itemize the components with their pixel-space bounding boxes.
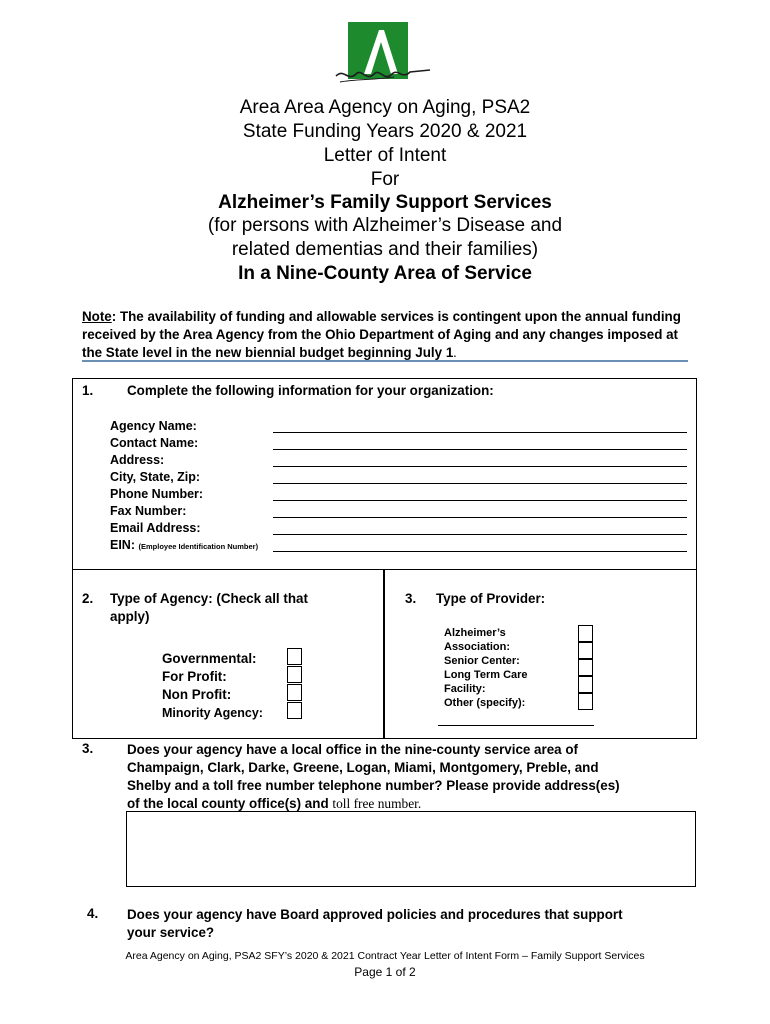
email-address-label: Email Address: [110, 521, 201, 535]
address-label: Address: [110, 453, 165, 467]
minority-agency-checkbox[interactable] [287, 702, 302, 719]
long-term-care-checkbox[interactable] [578, 676, 593, 693]
governmental-checkbox[interactable] [287, 648, 302, 665]
provider-option-4: Long Term Care [444, 669, 528, 681]
service-subtitle-1: (for persons with Alzheimer’s Disease and [207, 215, 563, 236]
other-checkbox[interactable] [578, 693, 593, 710]
page-number: Page 1 of 2 [354, 965, 416, 979]
alzheimers-association-checkbox-2[interactable] [578, 642, 593, 659]
contact-name-label: Contact Name: [110, 436, 199, 450]
ein-field[interactable] [273, 551, 687, 552]
section-2-heading-2: apply) [110, 609, 150, 624]
section-3b-line-4-bold: of the local county office(s) and [127, 796, 329, 811]
section-1-heading: Complete the following information for your organization: [127, 383, 494, 398]
governmental-label: Governmental: [162, 651, 257, 666]
section-3b-line-2: Champaign, Clark, Darke, Greene, Logan, Miami, Montgomery, Preble, and [127, 760, 599, 775]
section-3a-heading: Type of Provider: [436, 591, 546, 606]
section-3b-line-3: Shelby and a toll free number telephone number? Please provide address(es) [127, 778, 620, 793]
ein-note: (Employee Identification Number) [138, 542, 259, 551]
fax-number-field[interactable] [273, 517, 687, 518]
section-3a-number: 3. [405, 591, 417, 606]
footer-text: Area Agency on Aging, PSA2 SFY’s 2020 & 2021 Contract Year Letter of Intent Form – Family Support Services [125, 950, 645, 962]
note-text: : The availability of funding and allowable services is contingent upon the annual funding received by the Area Agency from the Ohio Department of Aging and any changes imposed at the State level in the new biennial budget beginning July 1 [82, 309, 681, 360]
provider-option-3: Senior Center: [444, 655, 520, 667]
phone-number-field[interactable] [273, 500, 687, 501]
provider-option-1: Alzheimer’s [444, 627, 506, 639]
provider-option-2: Association: [444, 641, 511, 653]
note-end: . [453, 345, 457, 360]
senior-center-checkbox[interactable] [578, 659, 593, 676]
agency-logo [334, 22, 434, 88]
minority-agency-label: Minority Agency: [162, 706, 263, 720]
provider-option-5: Facility: [444, 683, 486, 695]
note-divider [82, 360, 688, 362]
address-field[interactable] [273, 466, 687, 467]
area-title: In a Nine-County Area of Service [238, 263, 532, 284]
for-profit-label: For Profit: [162, 669, 227, 684]
note-label: Note [82, 309, 112, 324]
phone-number-label: Phone Number: [110, 487, 204, 501]
agency-name-label: Agency Name: [110, 419, 197, 433]
contact-name-field[interactable] [273, 449, 687, 450]
section-3b-number: 3. [82, 741, 94, 756]
section-3b-line-1: Does your agency have a local office in the nine-county service area of [127, 742, 578, 757]
email-address-field[interactable] [273, 534, 687, 535]
title-line-4: For [370, 169, 400, 190]
ein-label: EIN: [110, 538, 135, 552]
ein-label-group [110, 537, 258, 555]
for-profit-checkbox[interactable] [287, 666, 302, 683]
section-2-heading-1: Type of Agency: (Check all that [110, 591, 308, 606]
non-profit-label: Non Profit: [162, 687, 232, 702]
other-specify-field[interactable] [438, 725, 594, 726]
section-4-question [127, 906, 623, 942]
provider-options [444, 626, 528, 710]
service-subtitle-2: related dementias and their families) [231, 239, 539, 260]
funding-note [82, 308, 692, 362]
local-office-answer-box[interactable] [126, 811, 696, 887]
section-2-number: 2. [82, 591, 94, 606]
section-3b-line-4-plain: toll free number. [332, 796, 422, 811]
provider-option-6: Other (specify): [444, 697, 526, 709]
title-line-1: Area Area Agency on Aging, PSA2 [239, 97, 531, 118]
service-title: Alzheimer’s Family Support Services [218, 192, 552, 213]
title-line-3: Letter of Intent [323, 145, 447, 166]
city-state-zip-field[interactable] [273, 483, 687, 484]
section-3b-question [127, 741, 697, 813]
fax-number-label: Fax Number: [110, 504, 187, 518]
section-4-number: 4. [87, 906, 99, 921]
section-1-number: 1. [82, 383, 94, 398]
section-4-line-2: your service? [127, 925, 215, 940]
non-profit-checkbox[interactable] [287, 684, 302, 701]
section-4-line-1: Does your agency have Board approved policies and procedures that support [127, 907, 623, 922]
agency-name-field[interactable] [273, 432, 687, 433]
title-line-2: State Funding Years 2020 & 2021 [242, 121, 528, 142]
alzheimers-association-checkbox[interactable] [578, 625, 593, 642]
city-state-zip-label: City, State, Zip: [110, 470, 201, 484]
